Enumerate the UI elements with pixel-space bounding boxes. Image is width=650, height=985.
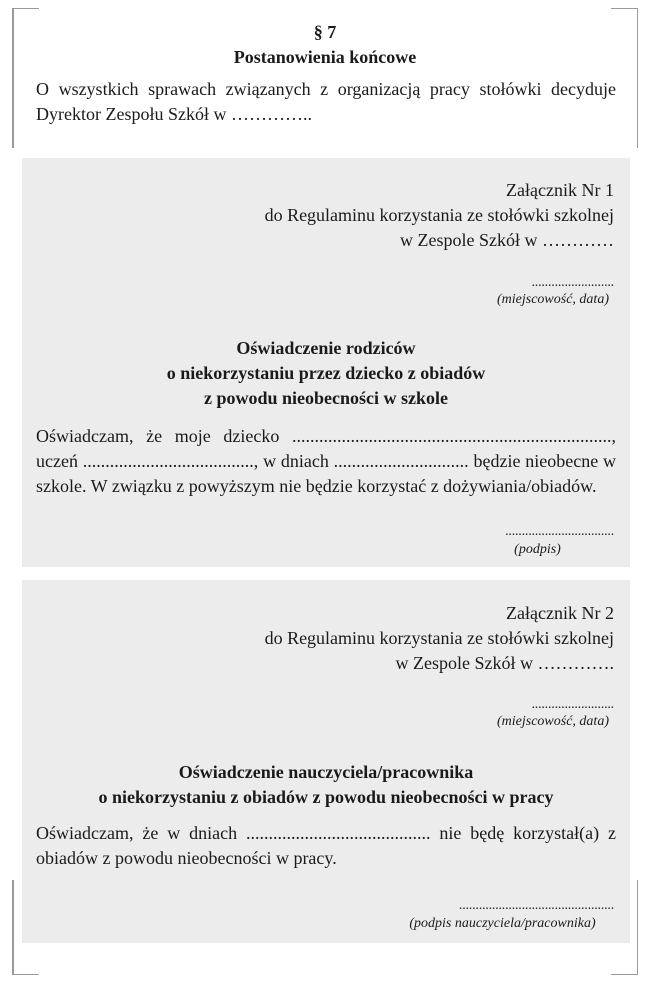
attachment-2-signature-field: ............................................... — [458, 898, 614, 913]
frame-corner-bottom-left — [12, 948, 39, 975]
attachment-2-signature-caption: (podpis nauczyciela/pracownika) — [409, 916, 596, 931]
section-number: § 7 — [313, 22, 337, 42]
section-paragraph: O wszystkich sprawach związanych z organizacją pracy stołówki decyduje Dyrektor Zespołu Szkół w ………….. — [36, 79, 616, 124]
attachment-1-place-date-caption: (miejscowość, data) — [497, 292, 609, 307]
attachment-2-title-line-2: o niekorzystaniu z obiadów z powodu nieobecności w pracy — [98, 787, 554, 807]
attachment-2-statement: Oświadczam, że w dniach ......................................... nie będę korzystał(a) z obiadów z powodu nieobecności w pracy. — [36, 823, 616, 868]
attachment-1-title-line-1: Oświadczenie rodziców — [236, 338, 416, 358]
attachment-1-school-ref: w Zespole Szkół w ………… — [400, 230, 614, 250]
attachment-1-signature-field: ................................. — [505, 524, 614, 539]
frame-corner-bottom-right — [611, 948, 638, 975]
attachment-2-school-ref: w Zespole Szkół w …………. — [395, 653, 614, 673]
attachment-2-place-date-caption: (miejscowość, data) — [497, 714, 609, 729]
attachment-2-place-date-field: ......................... — [531, 697, 614, 712]
attachment-1-heading: Załącznik Nr 1 — [506, 180, 614, 200]
attachment-2-regulation-ref: do Regulaminu korzystania ze stołówki szkolnej — [264, 628, 614, 648]
section-title: Postanowienia końcowe — [233, 47, 417, 67]
attachment-1-place-date-field: ......................... — [531, 275, 614, 290]
attachment-1-statement: Oświadczam, że moje dziecko ......................................................................., uczeń ......................................, w dniach .............................. będzie nieobecne w szkole. W związku z powyższym nie będzie korzystać z dożywiania/obiadów. — [36, 426, 616, 496]
attachment-1-regulation-ref: do Regulaminu korzystania ze stołówki szkolnej — [264, 205, 614, 225]
attachment-1-title-line-3: z powodu nieobecności w szkole — [203, 388, 448, 408]
attachment-2-heading: Załącznik Nr 2 — [506, 603, 614, 623]
attachment-2-title-line-1: Oświadczenie nauczyciela/pracownika — [178, 762, 474, 782]
attachment-1-signature-caption: (podpis) — [514, 542, 561, 557]
attachment-1-title-line-2: o niekorzystaniu przez dziecko z obiadów — [166, 363, 486, 383]
